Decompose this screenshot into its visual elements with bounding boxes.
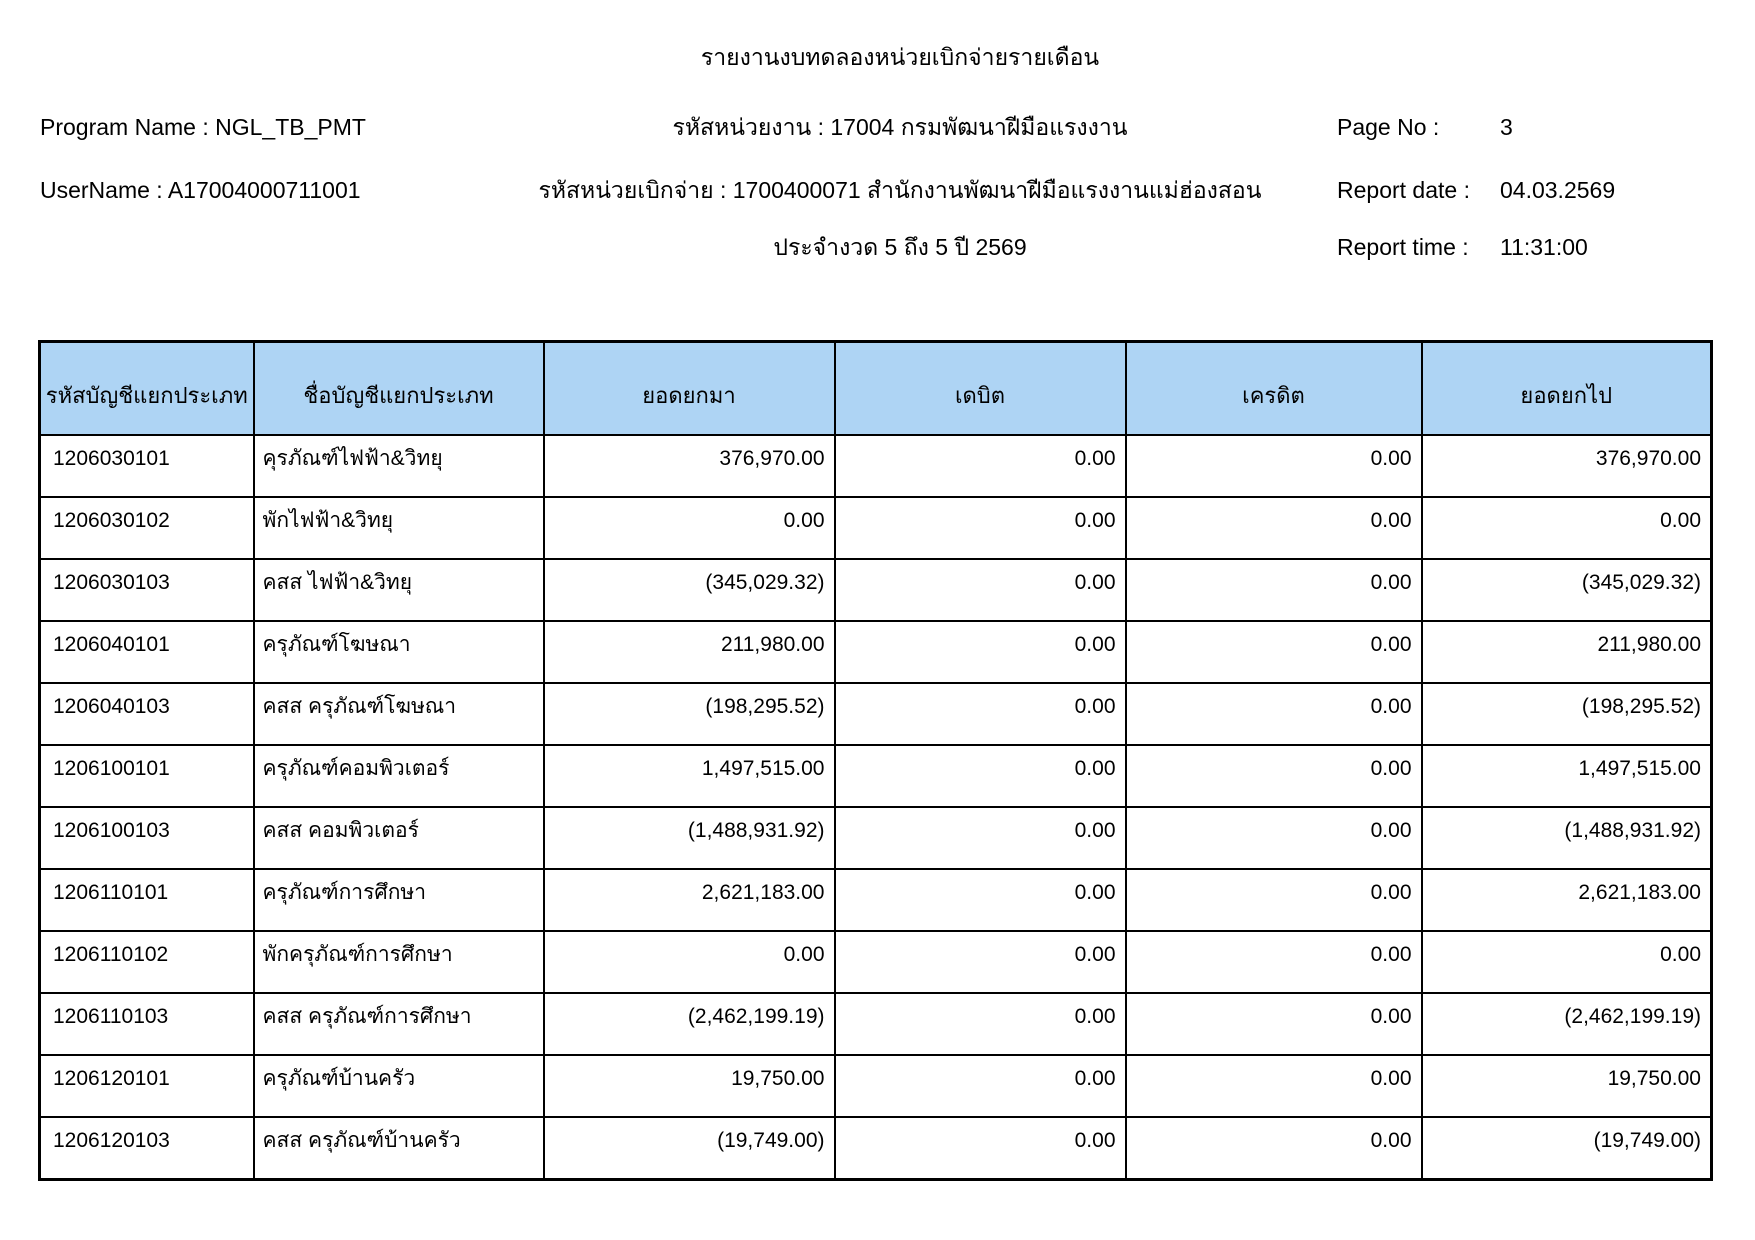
table-header bbox=[40, 342, 1712, 436]
account-code-cell: 1206100101 bbox=[40, 745, 254, 807]
debit-cell: 0.00 bbox=[835, 1117, 1126, 1180]
table-row bbox=[40, 1117, 1712, 1180]
balance-bf-cell: 0.00 bbox=[544, 497, 835, 559]
balance-bf-cell: 211,980.00 bbox=[544, 621, 835, 683]
account-code-cell: 1206030101 bbox=[40, 435, 254, 497]
account-code-cell: 1206110101 bbox=[40, 869, 254, 931]
table-body bbox=[40, 435, 1712, 1180]
agency-line: รหัสหน่วยงาน : 17004 กรมพัฒนาฝีมือแรงงาน bbox=[672, 114, 1128, 140]
account-name-cell: คสส ไฟฟ้า&วิทยุ bbox=[254, 559, 544, 621]
page-no-value: 3 bbox=[1500, 114, 1513, 140]
table-row bbox=[40, 1055, 1712, 1117]
balance-cf-cell: (198,295.52) bbox=[1422, 683, 1712, 745]
balance-cf-cell: (2,462,199.19) bbox=[1422, 993, 1712, 1055]
balance-bf-cell: 1,497,515.00 bbox=[544, 745, 835, 807]
debit-cell: 0.00 bbox=[835, 1055, 1126, 1117]
account-name-cell: พักไฟฟ้า&วิทยุ bbox=[254, 497, 544, 559]
balance-cf-cell: (1,488,931.92) bbox=[1422, 807, 1712, 869]
credit-cell: 0.00 bbox=[1126, 435, 1422, 497]
account-name-cell: ครุภัณฑ์คอมพิวเตอร์ bbox=[254, 745, 544, 807]
debit-cell: 0.00 bbox=[835, 807, 1126, 869]
table-row bbox=[40, 745, 1712, 807]
disbursement-unit-line: รหัสหน่วยเบิกจ่าย : 1700400071 สำนักงานพัฒนาฝีมือแรงงานแม่ฮ่องสอน bbox=[538, 177, 1262, 203]
credit-cell: 0.00 bbox=[1126, 807, 1422, 869]
balance-cf-cell: 0.00 bbox=[1422, 497, 1712, 559]
balance-bf-cell: (345,029.32) bbox=[544, 559, 835, 621]
balance-bf-cell: 376,970.00 bbox=[544, 435, 835, 497]
credit-cell: 0.00 bbox=[1126, 1055, 1422, 1117]
trial-balance-table-wrapper bbox=[38, 340, 1713, 1181]
balance-cf-cell: 211,980.00 bbox=[1422, 621, 1712, 683]
col-header-account-name: ชื่อบัญชีแยกประเภท bbox=[254, 342, 544, 436]
account-code-cell: 1206120103 bbox=[40, 1117, 254, 1180]
credit-cell: 0.00 bbox=[1126, 559, 1422, 621]
balance-bf-cell: (1,488,931.92) bbox=[544, 807, 835, 869]
account-name-cell: คสส ครุภัณฑ์โฆษณา bbox=[254, 683, 544, 745]
account-name-cell: คสส คอมพิวเตอร์ bbox=[254, 807, 544, 869]
trial-balance-table bbox=[38, 340, 1713, 1181]
table-row bbox=[40, 931, 1712, 993]
report-title: รายงานงบทดลองหน่วยเบิกจ่ายรายเดือน bbox=[700, 44, 1100, 70]
account-code-cell: 1206110103 bbox=[40, 993, 254, 1055]
balance-cf-cell: (19,749.00) bbox=[1422, 1117, 1712, 1180]
credit-cell: 0.00 bbox=[1126, 745, 1422, 807]
period-line: ประจำงวด 5 ถึง 5 ปี 2569 bbox=[773, 234, 1027, 260]
debit-cell: 0.00 bbox=[835, 745, 1126, 807]
report-date-value: 04.03.2569 bbox=[1500, 177, 1616, 203]
balance-bf-cell: (19,749.00) bbox=[544, 1117, 835, 1180]
report-time-label: Report time : bbox=[1337, 234, 1469, 260]
table-header-row bbox=[40, 342, 1712, 436]
col-header-credit: เครดิต bbox=[1126, 342, 1422, 436]
table-row bbox=[40, 559, 1712, 621]
credit-cell: 0.00 bbox=[1126, 497, 1422, 559]
account-code-cell: 1206040103 bbox=[40, 683, 254, 745]
credit-cell: 0.00 bbox=[1126, 621, 1422, 683]
balance-cf-cell: 0.00 bbox=[1422, 931, 1712, 993]
account-name-cell: คสส ครุภัณฑ์การศึกษา bbox=[254, 993, 544, 1055]
balance-bf-cell: 0.00 bbox=[544, 931, 835, 993]
balance-cf-cell: 1,497,515.00 bbox=[1422, 745, 1712, 807]
balance-cf-cell: 19,750.00 bbox=[1422, 1055, 1712, 1117]
table-row bbox=[40, 497, 1712, 559]
credit-cell: 0.00 bbox=[1126, 993, 1422, 1055]
balance-bf-cell: (2,462,199.19) bbox=[544, 993, 835, 1055]
account-name-cell: ครุภัณฑ์บ้านครัว bbox=[254, 1055, 544, 1117]
col-header-balance-carried-forward: ยอดยกไป bbox=[1422, 342, 1712, 436]
debit-cell: 0.00 bbox=[835, 869, 1126, 931]
program-name-line: Program Name : NGL_TB_PMT bbox=[40, 114, 366, 140]
account-code-cell: 1206040101 bbox=[40, 621, 254, 683]
table-row bbox=[40, 993, 1712, 1055]
credit-cell: 0.00 bbox=[1126, 869, 1422, 931]
credit-cell: 0.00 bbox=[1126, 931, 1422, 993]
debit-cell: 0.00 bbox=[835, 497, 1126, 559]
balance-bf-cell: 2,621,183.00 bbox=[544, 869, 835, 931]
table-row bbox=[40, 869, 1712, 931]
account-code-cell: 1206030102 bbox=[40, 497, 254, 559]
credit-cell: 0.00 bbox=[1126, 1117, 1422, 1180]
account-code-cell: 1206100103 bbox=[40, 807, 254, 869]
credit-cell: 0.00 bbox=[1126, 683, 1422, 745]
col-header-balance-brought-forward: ยอดยกมา bbox=[544, 342, 835, 436]
report-date-label: Report date : bbox=[1337, 177, 1470, 203]
col-header-debit: เดบิต bbox=[835, 342, 1126, 436]
debit-cell: 0.00 bbox=[835, 435, 1126, 497]
col-header-account-code: รหัสบัญชีแยกประเภท bbox=[40, 342, 254, 436]
debit-cell: 0.00 bbox=[835, 993, 1126, 1055]
account-name-cell: ครุภัณฑ์โฆษณา bbox=[254, 621, 544, 683]
debit-cell: 0.00 bbox=[835, 683, 1126, 745]
balance-bf-cell: 19,750.00 bbox=[544, 1055, 835, 1117]
balance-cf-cell: (345,029.32) bbox=[1422, 559, 1712, 621]
balance-cf-cell: 376,970.00 bbox=[1422, 435, 1712, 497]
username-line: UserName : A17004000711001 bbox=[40, 177, 361, 203]
account-code-cell: 1206110102 bbox=[40, 931, 254, 993]
page-no-label: Page No : bbox=[1337, 114, 1440, 140]
account-name-cell: พักครุภัณฑ์การศึกษา bbox=[254, 931, 544, 993]
balance-bf-cell: (198,295.52) bbox=[544, 683, 835, 745]
balance-cf-cell: 2,621,183.00 bbox=[1422, 869, 1712, 931]
account-name-cell: คสส ครุภัณฑ์บ้านครัว bbox=[254, 1117, 544, 1180]
debit-cell: 0.00 bbox=[835, 931, 1126, 993]
debit-cell: 0.00 bbox=[835, 621, 1126, 683]
table-row bbox=[40, 621, 1712, 683]
report-time-value: 11:31:00 bbox=[1500, 234, 1588, 260]
table-row bbox=[40, 435, 1712, 497]
account-code-cell: 1206030103 bbox=[40, 559, 254, 621]
debit-cell: 0.00 bbox=[835, 559, 1126, 621]
account-name-cell: ครุภัณฑ์การศึกษา bbox=[254, 869, 544, 931]
account-name-cell: คุรภัณฑ์ไฟฟ้า&วิทยุ bbox=[254, 435, 544, 497]
table-row bbox=[40, 807, 1712, 869]
account-code-cell: 1206120101 bbox=[40, 1055, 254, 1117]
table-row bbox=[40, 683, 1712, 745]
